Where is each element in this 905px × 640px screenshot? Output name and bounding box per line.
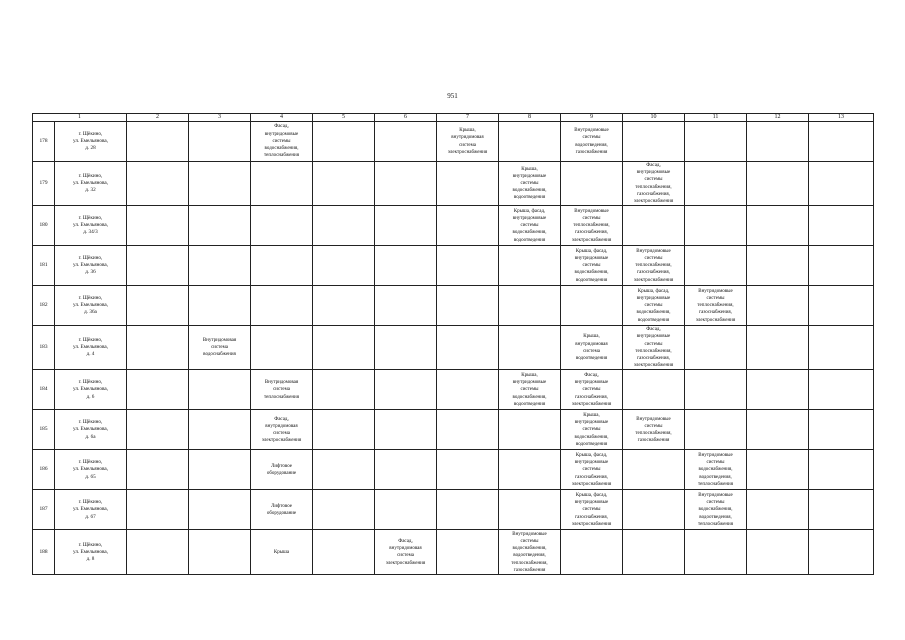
work-cell-col-5	[313, 162, 375, 206]
work-cell-col-5	[313, 246, 375, 286]
address-cell: г. Щёкино, ул. Емельянова, д. 8	[55, 530, 127, 575]
work-cell-col-13	[809, 162, 874, 206]
work-cell-col-12	[747, 286, 809, 326]
work-cell-col-9	[561, 286, 623, 326]
work-cell-col-13	[809, 410, 874, 450]
page-number: 951	[447, 92, 458, 100]
work-cell-col-13	[809, 450, 874, 490]
work-cell-col-5	[313, 206, 375, 246]
work-cell-col-6	[375, 286, 437, 326]
work-cell-col-8	[499, 490, 561, 530]
work-cell-col-4: Лифтовое оборудование	[251, 490, 313, 530]
work-cell-col-10	[623, 490, 685, 530]
work-cell-col-3	[189, 286, 251, 326]
work-cell-col-6	[375, 326, 437, 370]
work-cell-col-12	[747, 370, 809, 410]
work-cell-col-5	[313, 490, 375, 530]
work-cell-col-4: Фасад, внутридомовые системы водоснабжения, теплоснабжения	[251, 122, 313, 162]
work-cell-col-11	[685, 246, 747, 286]
work-cell-col-8	[499, 122, 561, 162]
work-cell-col-2	[127, 450, 189, 490]
work-cell-col-7	[437, 450, 499, 490]
work-cell-col-2	[127, 530, 189, 575]
work-cell-col-3	[189, 490, 251, 530]
work-cell-col-9: Крыша, фасад, внутридомовые системы газоснабжения, электроснабжения	[561, 450, 623, 490]
table-row	[33, 410, 874, 450]
table-row	[33, 122, 874, 162]
work-cell-col-3	[189, 450, 251, 490]
row-number: 180	[33, 206, 55, 246]
work-cell-col-10: Крыша, фасад, внутридомовые системы водоснабжения, водоотведения	[623, 286, 685, 326]
work-cell-col-13	[809, 286, 874, 326]
work-cell-col-9: Внутридомовые системы водоотведения, газоснабжения	[561, 122, 623, 162]
work-cell-col-4	[251, 326, 313, 370]
row-number: 186	[33, 450, 55, 490]
table-row	[33, 206, 874, 246]
work-cell-col-3	[189, 122, 251, 162]
work-cell-col-6	[375, 490, 437, 530]
work-cell-col-4: Крыша	[251, 530, 313, 575]
work-cell-col-7	[437, 206, 499, 246]
work-cell-col-12	[747, 122, 809, 162]
column-header-6: 6	[375, 114, 437, 122]
work-cell-col-11	[685, 370, 747, 410]
work-cell-col-6	[375, 370, 437, 410]
work-cell-col-10: Фасад, внутридомовые системы теплоснабжения, газоснабжения, электроснабжения	[623, 162, 685, 206]
work-cell-col-4	[251, 286, 313, 326]
address-cell: г. Щёкино, ул. Емельянова, д. 4	[55, 326, 127, 370]
work-cell-col-10: Внутридомовые системы теплоснабжения, газоснабжения, электроснабжения	[623, 246, 685, 286]
work-cell-col-12	[747, 162, 809, 206]
work-cell-col-11	[685, 530, 747, 575]
row-number: 181	[33, 246, 55, 286]
work-cell-col-10	[623, 122, 685, 162]
work-cell-col-11: Внутридомовые системы водоснабжения, водоотведения, теплоснабжения	[685, 450, 747, 490]
address-cell: г. Щёкино, ул. Емельянова, д. 6а	[55, 410, 127, 450]
address-cell: г. Щёкино, ул. Емельянова, д. 34/3	[55, 206, 127, 246]
work-cell-col-3	[189, 162, 251, 206]
work-cell-col-4	[251, 206, 313, 246]
work-cell-col-12	[747, 206, 809, 246]
work-cell-col-7	[437, 490, 499, 530]
work-cell-col-5	[313, 450, 375, 490]
table-row	[33, 370, 874, 410]
work-cell-col-4	[251, 246, 313, 286]
work-cell-col-13	[809, 246, 874, 286]
work-cell-col-6	[375, 246, 437, 286]
work-cell-col-3	[189, 370, 251, 410]
work-cell-col-11: Внутридомовые системы теплоснабжения, газоснабжения, электроснабжения	[685, 286, 747, 326]
work-cell-col-8: Крыша, внутридомовые системы водоснабжения, водоотведения	[499, 162, 561, 206]
work-cell-col-12	[747, 490, 809, 530]
address-cell: г. Щёкино, ул. Емельянова, д. 6	[55, 370, 127, 410]
column-header-4: 4	[251, 114, 313, 122]
work-cell-col-7: Крыша, внутридомовая система электроснабжения	[437, 122, 499, 162]
work-cell-col-9: Крыша, внутридомовая система водоотведения	[561, 326, 623, 370]
column-header-2: 2	[127, 114, 189, 122]
column-header-12: 12	[747, 114, 809, 122]
work-cell-col-7	[437, 286, 499, 326]
work-cell-col-5	[313, 122, 375, 162]
work-cell-col-7	[437, 410, 499, 450]
row-number: 179	[33, 162, 55, 206]
work-cell-col-9: Крыша, фасад, внутридомовые системы газоснабжения, электроснабжения	[561, 490, 623, 530]
work-cell-col-9	[561, 530, 623, 575]
row-number: 178	[33, 122, 55, 162]
work-cell-col-13	[809, 326, 874, 370]
work-cell-col-9: Крыша, внутридомовые системы водоснабжения, водоотведения	[561, 410, 623, 450]
work-cell-col-7	[437, 246, 499, 286]
repair-schedule-table	[32, 113, 874, 575]
column-header-9: 9	[561, 114, 623, 122]
work-cell-col-2	[127, 286, 189, 326]
address-cell: г. Щёкино, ул. Емельянова, д. 32	[55, 162, 127, 206]
work-cell-col-2	[127, 490, 189, 530]
column-header-7: 7	[437, 114, 499, 122]
work-cell-col-8	[499, 326, 561, 370]
row-number: 185	[33, 410, 55, 450]
work-cell-col-6: Фасад, внутридомовая система электроснабжения	[375, 530, 437, 575]
work-cell-col-7	[437, 530, 499, 575]
work-cell-col-10	[623, 530, 685, 575]
work-cell-col-7	[437, 370, 499, 410]
table-row	[33, 530, 874, 575]
work-cell-col-4	[251, 162, 313, 206]
work-cell-col-10	[623, 450, 685, 490]
work-cell-col-3	[189, 246, 251, 286]
work-cell-col-12	[747, 326, 809, 370]
work-cell-col-3: Внутридомовая система водоснабжения	[189, 326, 251, 370]
work-cell-col-4: Внутридомовая система теплоснабжения	[251, 370, 313, 410]
work-cell-col-5	[313, 326, 375, 370]
work-cell-col-9	[561, 162, 623, 206]
work-cell-col-9: Фасад, внутридомовые системы газоснабжения, электроснабжения	[561, 370, 623, 410]
column-header-8: 8	[499, 114, 561, 122]
work-cell-col-7	[437, 326, 499, 370]
work-cell-col-7	[437, 162, 499, 206]
work-cell-col-10	[623, 370, 685, 410]
work-cell-col-5	[313, 370, 375, 410]
row-number: 182	[33, 286, 55, 326]
column-header-13: 13	[809, 114, 874, 122]
address-cell: г. Щёкино, ул. Емельянова, д. 36а	[55, 286, 127, 326]
work-cell-col-6	[375, 450, 437, 490]
column-number-row	[33, 114, 874, 122]
address-cell: г. Щёкино, ул. Емельянова, д. 28	[55, 122, 127, 162]
column-header-10: 10	[623, 114, 685, 122]
work-cell-col-2	[127, 162, 189, 206]
work-cell-col-6	[375, 122, 437, 162]
work-cell-col-3	[189, 530, 251, 575]
work-cell-col-10: Фасад, внутридомовые системы теплоснабжения, газоснабжения, электроснабжения	[623, 326, 685, 370]
work-cell-col-3	[189, 410, 251, 450]
work-cell-col-8	[499, 410, 561, 450]
work-cell-col-8: Внутридомовые системы водоснабжения, водоотведения, теплоснабжения, газоснабжения	[499, 530, 561, 575]
work-cell-col-11	[685, 410, 747, 450]
work-cell-col-11: Внутридомовые системы водоснабжения, водоотведения, теплоснабжения	[685, 490, 747, 530]
address-cell: г. Щёкино, ул. Емельянова, д. 67	[55, 490, 127, 530]
work-cell-col-8	[499, 450, 561, 490]
column-header-5: 5	[313, 114, 375, 122]
work-cell-col-12	[747, 410, 809, 450]
table-row	[33, 490, 874, 530]
table-row	[33, 162, 874, 206]
work-cell-col-13	[809, 370, 874, 410]
row-number: 183	[33, 326, 55, 370]
work-cell-col-9: Крыша, фасад, внутридомовые системы водоснабжения, водоотведения	[561, 246, 623, 286]
work-cell-col-13	[809, 530, 874, 575]
work-cell-col-8: Крыша, внутридомовые системы водоснабжения, водоотведения	[499, 370, 561, 410]
work-cell-col-12	[747, 530, 809, 575]
work-cell-col-13	[809, 206, 874, 246]
work-cell-col-3	[189, 206, 251, 246]
work-cell-col-13	[809, 490, 874, 530]
work-cell-col-4: Лифтовое оборудование	[251, 450, 313, 490]
work-cell-col-10: Внутридомовые системы теплоснабжения, газоснабжения	[623, 410, 685, 450]
work-cell-col-2	[127, 246, 189, 286]
table-row	[33, 326, 874, 370]
column-header-1: 1	[33, 114, 127, 122]
work-cell-col-8: Крыша, фасад, внутридомовые системы водоснабжения, водоотведения	[499, 206, 561, 246]
work-cell-col-2	[127, 206, 189, 246]
work-cell-col-10	[623, 206, 685, 246]
work-cell-col-6	[375, 162, 437, 206]
table-row	[33, 450, 874, 490]
row-number: 187	[33, 490, 55, 530]
column-header-3: 3	[189, 114, 251, 122]
row-number: 184	[33, 370, 55, 410]
work-cell-col-2	[127, 410, 189, 450]
work-cell-col-6	[375, 206, 437, 246]
work-cell-col-11	[685, 206, 747, 246]
work-cell-col-11	[685, 162, 747, 206]
work-cell-col-2	[127, 122, 189, 162]
row-number: 188	[33, 530, 55, 575]
work-cell-col-8	[499, 286, 561, 326]
work-cell-col-6	[375, 410, 437, 450]
work-cell-col-2	[127, 370, 189, 410]
work-cell-col-12	[747, 246, 809, 286]
work-cell-col-4: Фасад, внутридомовая система электроснабжения	[251, 410, 313, 450]
work-cell-col-12	[747, 450, 809, 490]
table-body	[33, 122, 874, 575]
work-cell-col-8	[499, 246, 561, 286]
work-cell-col-11	[685, 326, 747, 370]
work-cell-col-11	[685, 122, 747, 162]
work-cell-col-13	[809, 122, 874, 162]
table-row	[33, 286, 874, 326]
work-cell-col-5	[313, 286, 375, 326]
work-cell-col-9: Внутридомовые системы теплоснабжения, газоснабжения, электроснабжения	[561, 206, 623, 246]
address-cell: г. Щёкино, ул. Емельянова, д. 65	[55, 450, 127, 490]
work-cell-col-5	[313, 410, 375, 450]
column-header-11: 11	[685, 114, 747, 122]
address-cell: г. Щёкино, ул. Емельянова, д. 36	[55, 246, 127, 286]
work-cell-col-2	[127, 326, 189, 370]
work-cell-col-5	[313, 530, 375, 575]
table-row	[33, 246, 874, 286]
